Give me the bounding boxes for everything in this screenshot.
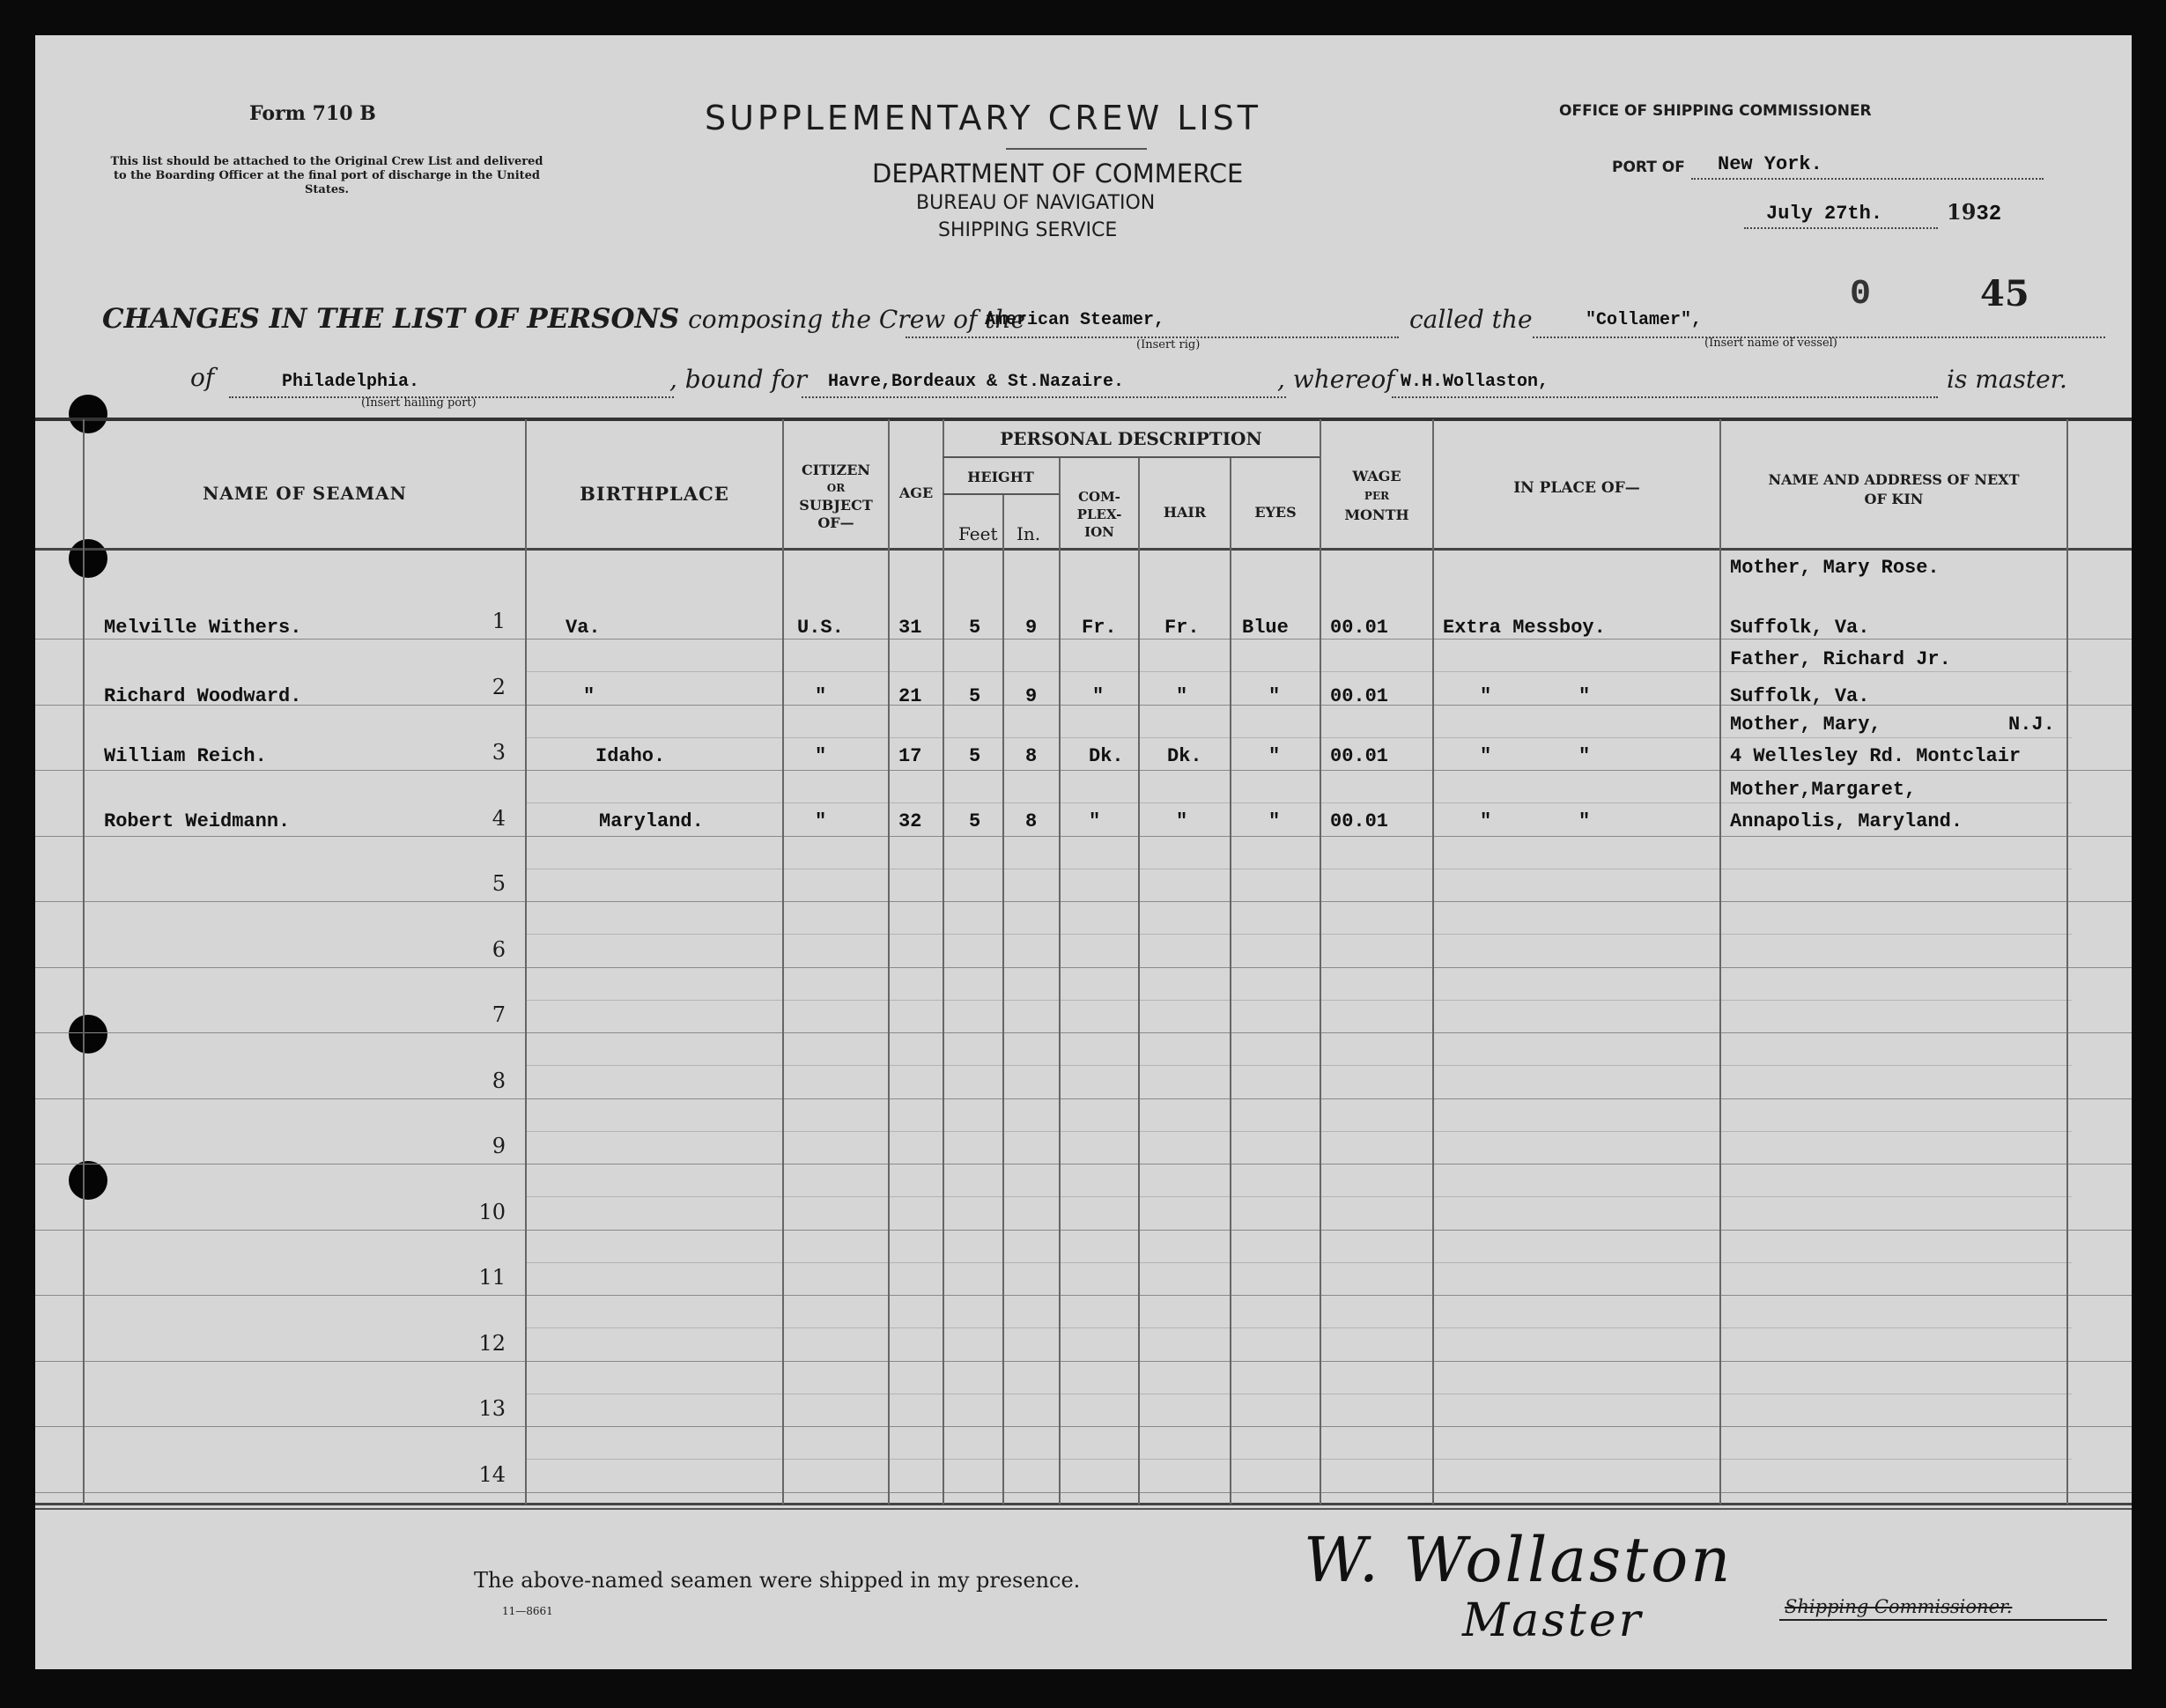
col-divider [2066,419,2068,1505]
row-number: 4 [492,806,506,831]
date-year: 1932 [1947,199,2002,226]
seaman-inches: 8 [1025,745,1038,767]
row-number: 7 [492,1002,506,1027]
next-of-kin-address: Suffolk, Va. [1730,617,1870,639]
row-number: 11 [478,1265,506,1290]
seaman-complexion: Dk. [1089,745,1124,767]
seaman-birthplace: Idaho. [595,745,666,767]
table-subrow-line [525,1065,2072,1066]
col-header-wage: WAGE PER MONTH [1344,468,1409,523]
row-number: 12 [478,1331,506,1356]
row-number: 14 [478,1462,506,1487]
next-of-kin-name: Mother,Margaret, [1730,779,1917,801]
table-row-line [35,1098,2132,1099]
table-row-line [35,1426,2132,1427]
table-header-rule [35,548,2132,551]
punch-hole [69,395,107,433]
punch-hole [69,539,107,578]
service: SHIPPING SERVICE [938,219,1118,241]
master-signature: W. Wollaston [1304,1524,1734,1596]
list-number: 45 [1980,273,2029,314]
next-of-kin-state: N.J. [2008,714,2055,736]
seaman-feet: 5 [969,810,981,832]
seaman-in-place: " [1480,685,1492,707]
seaman-hair: " [1176,810,1188,832]
seaman-wage: 00.01 [1330,685,1389,707]
seaman-name: Robert Weidmann. [104,810,291,832]
seaman-age: 17 [898,745,922,767]
crew-list-form [35,35,2132,1669]
col-header-name: NAME OF SEAMAN [203,483,407,504]
whereof-label: , whereof [1277,365,1395,394]
destination-field: Havre,Bordeaux & St.Nazaire. [802,372,1286,398]
title-rule [1006,148,1147,150]
rig-field: American Steamer, [906,310,1399,338]
bureau: BUREAU OF NAVIGATION [916,192,1156,214]
col-divider [1002,493,1004,1505]
table-subrow-line [525,737,2072,738]
col-header-feet: Feet [958,523,998,544]
seaman-name: Richard Woodward. [104,685,302,707]
next-of-kin-address: 4 Wellesley Rd. Montclair [1730,745,2022,767]
table-subrow-line [525,671,2072,672]
seaman-hair: " [1176,685,1188,707]
col-header-age: AGE [898,484,934,501]
table-top-rule [35,418,2132,421]
col-header-citizen: CITIZEN OR SUBJECT OF— [799,462,873,531]
height-header-rule [943,493,1059,495]
col-divider [888,419,890,1505]
next-of-kin-address: Suffolk, Va. [1730,685,1870,707]
next-of-kin-name: Mother, Mary Rose. [1730,557,1940,579]
table-row-line [35,1164,2132,1165]
seaman-in-place-ditto: " [1578,810,1591,832]
seaman-age: 32 [898,810,922,832]
row-number: 10 [478,1200,506,1224]
table-row-line [35,639,2132,640]
table-subrow-line [525,1131,2072,1132]
table-subrow-line [525,1196,2072,1197]
col-header-height: HEIGHT [967,469,1034,485]
seaman-eyes: " [1268,745,1281,767]
shipped-statement: The above-named seamen were shipped in my presence. [474,1568,1081,1593]
instructions: This list should be attached to the Original Crew List and delivered to the Boarding Officer at the final port of discharge in the United States. [110,155,543,196]
seaman-eyes: Blue [1242,617,1289,639]
seaman-citizen: " [815,685,827,707]
seaman-age: 31 [898,617,922,639]
row-number: 5 [492,871,506,896]
punch-hole [69,1015,107,1054]
next-of-kin-name: Mother, Mary, [1730,714,1881,736]
seaman-name: William Reich. [104,745,267,767]
department: DEPARTMENT OF COMMERCE [872,159,1244,189]
row-number: 8 [492,1068,506,1093]
seaman-complexion: Fr. [1082,617,1117,639]
commissioner-rule [1779,1619,2107,1621]
col-header-in-place: IN PLACE OF— [1513,479,1640,497]
seaman-complexion: " [1089,810,1101,832]
seaman-feet: 5 [969,617,981,639]
next-of-kin-name: Father, Richard Jr. [1730,648,1951,670]
seaman-in-place-ditto: " [1578,745,1591,767]
port-value: New York. [1691,153,2044,180]
row-number: 1 [492,609,506,633]
table-row-line [35,967,2132,968]
called-label: called the [1409,305,1533,334]
of-label: of [190,363,215,392]
table-row-line [35,770,2132,771]
table-bottom-rule [35,1503,2132,1505]
table-row-line [35,1230,2132,1231]
seaman-in-place: Extra Messboy. [1443,617,1606,639]
table-subrow-line [525,1327,2072,1328]
col-header-hair: HAIR [1163,504,1207,521]
seaman-hair: Dk. [1167,745,1202,767]
form-title: SUPPLEMENTARY CREW LIST [705,99,1261,137]
seaman-feet: 5 [969,745,981,767]
col-divider [83,419,85,1505]
seaman-birthplace: Maryland. [599,810,704,832]
date-value: July 27th. [1744,203,1938,229]
row-number: 6 [492,937,506,962]
vessel-name-field: "Collamer", [1533,310,2105,338]
vessel-name-hint: (Insert name of vessel) [1704,336,1837,350]
hailing-port-field: Philadelphia. [229,372,674,398]
is-master-label: is master. [1947,365,2067,394]
personal-header-rule [943,456,1320,458]
table-row-line [35,901,2132,902]
col-header-complexion: COM- PLEX- ION [1076,489,1122,540]
seaman-inches: 9 [1025,617,1038,639]
row-number: 9 [492,1134,506,1158]
table-subrow-line [525,1000,2072,1001]
master-field: W.H.Wollaston, [1392,372,1938,398]
col-header-birthplace: BIRTHPLACE [580,483,729,505]
form-number: Form 710 B [249,102,376,125]
changes-label: CHANGES IN THE LIST OF PERSONS composing the Crew of the [102,303,1026,335]
row-number: 3 [492,740,506,765]
col-divider [1230,458,1231,1505]
port-label: PORT OF [1612,159,1685,176]
seaman-citizen: U.S. [797,617,844,639]
table-row-line [35,1361,2132,1362]
table-subrow-line [525,802,2072,803]
signature-role: Master [1462,1594,1644,1647]
row-number: 2 [492,675,506,699]
col-header-personal: PERSONAL DESCRIPTION [1000,428,1262,449]
col-divider [1719,419,1721,1505]
col-divider [525,419,527,1505]
table-row-line [35,1295,2132,1296]
next-of-kin-address: Annapolis, Maryland. [1730,810,1963,832]
table-row-line [35,836,2132,837]
seaman-eyes: " [1268,685,1281,707]
print-code: 11—8661 [502,1605,553,1617]
col-divider [1320,419,1321,1505]
seaman-name: Melville Withers. [104,617,302,639]
seaman-birthplace: " [583,685,595,707]
row-number: 13 [478,1396,506,1421]
list-number-prefix: 0 [1850,275,1872,314]
col-header-kin: NAME AND ADDRESS OF NEXT OF KIN [1768,471,2020,507]
col-divider [1432,419,1434,1505]
col-divider [1059,458,1061,1505]
seaman-wage: 00.01 [1330,745,1389,767]
seaman-feet: 5 [969,685,981,707]
table-row-line [35,1032,2132,1033]
table-subrow-line [525,1459,2072,1460]
seaman-inches: 9 [1025,685,1038,707]
col-header-eyes: EYES [1254,504,1297,521]
seaman-birthplace: Va. [566,617,601,639]
seaman-age: 21 [898,685,922,707]
col-header-inches: In. [1016,523,1041,544]
office-label: OFFICE OF SHIPPING COMMISSIONER [1559,102,1872,120]
table-subrow-line [525,934,2072,935]
seaman-inches: 8 [1025,810,1038,832]
col-divider [1138,458,1140,1505]
col-divider [782,419,784,1505]
table-subrow-line [525,1262,2072,1263]
shipping-commissioner-label: Shipping Commissioner. [1785,1596,2013,1617]
seaman-complexion: " [1092,685,1105,707]
bound-label: , bound for [669,365,808,394]
punch-hole [69,1161,107,1200]
seaman-in-place: " [1480,810,1492,832]
table-bottom-rule-2 [35,1508,2132,1510]
hailing-port-hint: (Insert hailing port) [361,396,477,410]
table-row-line [35,1492,2132,1493]
seaman-wage: 00.01 [1330,617,1389,639]
seaman-eyes: " [1268,810,1281,832]
seaman-in-place: " [1480,745,1492,767]
col-divider [943,419,944,1505]
seaman-wage: 00.01 [1330,810,1389,832]
seaman-in-place-ditto: " [1578,685,1591,707]
seaman-citizen: " [815,810,827,832]
seaman-hair: Fr. [1164,617,1200,639]
rig-hint: (Insert rig) [1136,338,1201,351]
seaman-citizen: " [815,745,827,767]
